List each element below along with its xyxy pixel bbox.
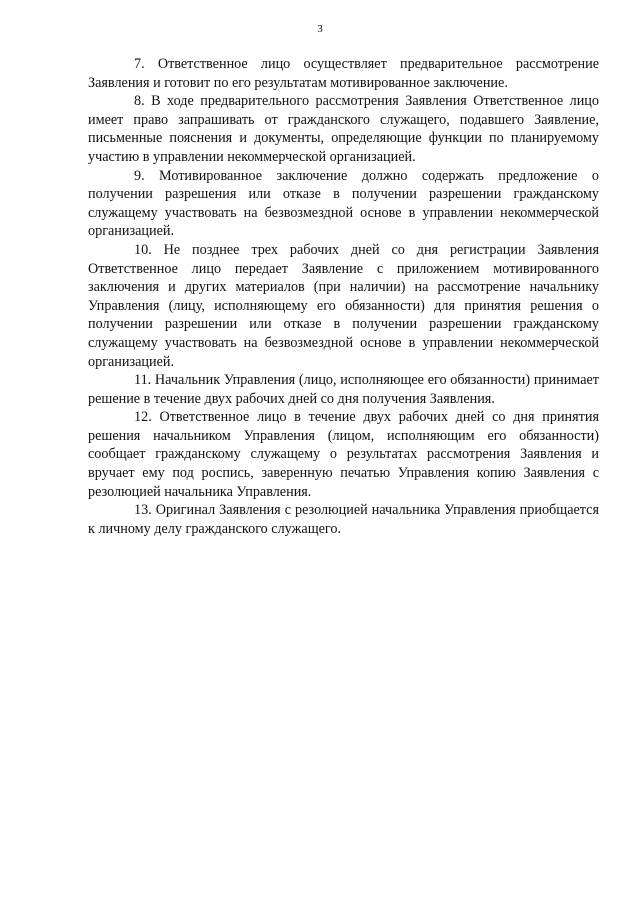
paragraph-11: 11. Начальник Управления (лицо, исполняющее его обязанности) принимает решение в течение двух рабочих дней со дня получения Заявления.	[88, 372, 599, 407]
paragraph-7: 7. Ответственное лицо осуществляет предварительное рассмотрение Заявления и готовит по его результатам мотивированное заключение.	[88, 56, 599, 91]
paragraph-9: 9. Мотивированное заключение должно содержать предложение о получении разрешения или отказе в получении разрешении гражданскому служащему участвовать на безвозмездной основе в управлении некоммерческой организацией.	[88, 167, 599, 240]
document-body	[88, 55, 599, 538]
paragraph-10: 10. Не позднее трех рабочих дней со дня регистрации Заявления Ответственное лицо передает Заявление с приложением мотивированного заключения и других материалов (при наличии) на рассмотрение начальнику Управления (лицу, исполняющему его обязанности) для принятия решения о получении разрешении или отказе в получении разрешении гражданскому служащему участвовать на безвозмездной основе в управлении некоммерческой организацией.	[88, 241, 599, 370]
page-number: 3	[317, 23, 323, 35]
paragraph-12: 12. Ответственное лицо в течение двух рабочих дней со дня принятия решения начальником Управления (лицом, исполняющим его обязанности) сообщает гражданскому служащему о результатах рассмотрения Заявления и вручает ему под роспись, заверенную печатью Управления копию Заявления с резолюцией начальника Управления.	[88, 409, 599, 500]
paragraph-13: 13. Оригинал Заявления с резолюцией начальника Управления приобщается к личному делу гражданского служащего.	[88, 502, 599, 537]
paragraph-8: 8. В ходе предварительного рассмотрения Заявления Ответственное лицо имеет право запрашивать от гражданского служащего, подавшего Заявление, письменные пояснения и документы, определяющие функции по планируемому участию в управлении некоммерческой организацией.	[88, 93, 599, 165]
